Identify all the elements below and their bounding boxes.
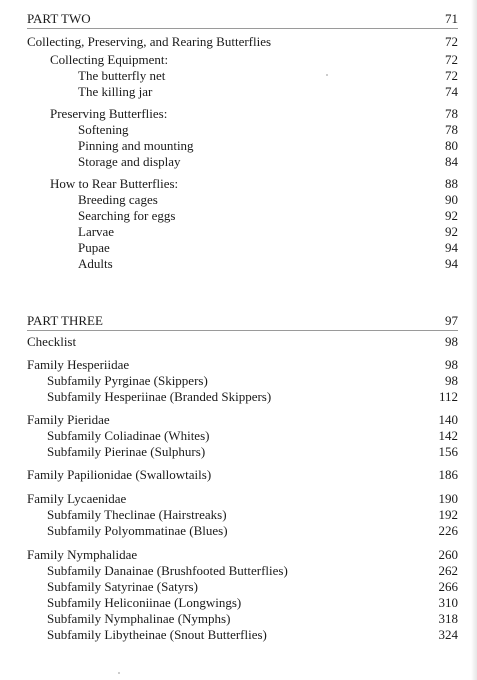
toc-entry-subfamily: [0, 579, 458, 595]
toc-entry-page-number: 192: [438, 507, 458, 522]
toc-entry-page-number: 78: [445, 122, 458, 137]
toc-entry-title: The killing jar: [78, 84, 153, 99]
toc-entry-section: [0, 106, 458, 122]
toc-entry-subsection: [0, 84, 458, 100]
toc-entry-page-number: 94: [445, 256, 458, 271]
page-edge-shadow: [471, 0, 477, 680]
toc-entry-subfamily: [0, 389, 458, 405]
toc-entry-title: Family Pieridae: [27, 412, 110, 427]
toc-entry-title: Adults: [78, 256, 113, 271]
toc-entry-page-number: 74: [445, 84, 458, 99]
toc-entry-title: Preserving Butterflies:: [50, 106, 168, 121]
toc-entry-chapter: [0, 34, 458, 50]
toc-entry-subfamily: [0, 523, 458, 539]
toc-entry-title: Larvae: [78, 224, 115, 239]
toc-entry-subsection: [0, 192, 458, 208]
toc-entry-page-number: 98: [445, 373, 458, 388]
toc-entry-title: Storage and display: [78, 154, 181, 169]
toc-entry-page-number: 262: [438, 563, 458, 578]
toc-entry-page-number: 140: [438, 412, 458, 427]
toc-entry-page-number: 97: [445, 313, 458, 328]
toc-entry-subfamily: [0, 444, 458, 460]
toc-entry-page-number: 78: [445, 106, 458, 121]
toc-entry-page-number: 92: [445, 224, 458, 239]
toc-entry-title: Subfamily Nymphalinae (Nymphs): [47, 611, 231, 626]
toc-entry-title: Subfamily Heliconiinae (Longwings): [47, 595, 242, 610]
toc-entry-page-number: 226: [438, 523, 458, 538]
toc-entry-title: Collecting, Preserving, and Rearing Butterflies: [27, 34, 272, 49]
toc-entry-page-number: 260: [438, 547, 458, 562]
toc-entry-subfamily: [0, 627, 458, 643]
toc-entry-title: PART THREE: [27, 313, 103, 328]
section-divider: [27, 330, 458, 331]
toc-entry-page-number: 72: [445, 68, 458, 83]
toc-entry-section: [0, 52, 458, 68]
toc-entry-family: [0, 467, 458, 483]
toc-entry-title: Family Papilionidae (Swallowtails): [27, 467, 212, 482]
toc-entry-title: Subfamily Pierinae (Sulphurs): [47, 444, 206, 459]
toc-entry-page-number: 186: [438, 467, 458, 482]
toc-entry-title: How to Rear Butterflies:: [50, 176, 179, 191]
toc-entry-page-number: 324: [438, 627, 458, 642]
toc-entry-page-number: 98: [445, 334, 458, 349]
toc-entry-page-number: 266: [438, 579, 458, 594]
toc-entry-page-number: 88: [445, 176, 458, 191]
toc-entry-subfamily: [0, 373, 458, 389]
toc-entry-title: Subfamily Hesperiinae (Branded Skippers): [47, 389, 272, 404]
toc-entry-family: [0, 547, 458, 563]
toc-entry-page-number: 98: [445, 357, 458, 372]
paper-speck: [326, 74, 328, 76]
toc-entry-subsection: [0, 138, 458, 154]
toc-entry-page-number: 90: [445, 192, 458, 207]
toc-entry-subfamily: [0, 563, 458, 579]
toc-entry-title: Family Lycaenidae: [27, 491, 127, 506]
toc-entry-title: Subfamily Libytheinae (Snout Butterflies): [47, 627, 267, 642]
toc-entry-part-heading: [0, 11, 458, 27]
toc-entry-title: Checklist: [27, 334, 77, 349]
toc-entry-page-number: 92: [445, 208, 458, 223]
toc-entry-title: Subfamily Pyrginae (Skippers): [47, 373, 208, 388]
toc-entry-title: Subfamily Coliadinae (Whites): [47, 428, 210, 443]
toc-entry-subfamily: [0, 611, 458, 627]
toc-entry-title: Family Nymphalidae: [27, 547, 138, 562]
toc-entry-page-number: 190: [438, 491, 458, 506]
toc-entry-page-number: 142: [438, 428, 458, 443]
toc-entry-subfamily: [0, 595, 458, 611]
toc-entry-subfamily: [0, 507, 458, 523]
toc-entry-title: Collecting Equipment:: [50, 52, 169, 67]
toc-entry-page-number: 84: [445, 154, 458, 169]
toc-entry-part-heading: [0, 313, 458, 329]
toc-entry-title: Family Hesperiidae: [27, 357, 130, 372]
toc-entry-family: [0, 491, 458, 507]
toc-entry-page-number: 80: [445, 138, 458, 153]
toc-entry-title: Subfamily Satyrinae (Satyrs): [47, 579, 198, 594]
toc-entry-subsection: [0, 224, 458, 240]
toc-entry-subsection: [0, 256, 458, 272]
toc-entry-title: Softening: [78, 122, 129, 137]
toc-entry-title: Pupae: [78, 240, 110, 255]
toc-entry-page-number: 156: [438, 444, 458, 459]
toc-entry-subsection: [0, 208, 458, 224]
toc-entry-subsection: [0, 68, 458, 84]
toc-entry-subsection: [0, 122, 458, 138]
paper-speck: [118, 672, 120, 674]
toc-entry-title: Searching for eggs: [78, 208, 176, 223]
toc-entry-page-number: 72: [445, 34, 458, 49]
toc-entry-page-number: 318: [438, 611, 458, 626]
toc-entry-family: [0, 357, 458, 373]
toc-entry-page-number: 72: [445, 52, 458, 67]
toc-entry-title: Breeding cages: [78, 192, 158, 207]
toc-entry-title: Subfamily Danainae (Brushfooted Butterflies): [47, 563, 288, 578]
toc-entry-family: [0, 412, 458, 428]
toc-entry-subsection: [0, 240, 458, 256]
toc-entry-title: The butterfly net: [78, 68, 166, 83]
toc-entry-page-number: 94: [445, 240, 458, 255]
toc-entry-title: PART TWO: [27, 11, 91, 26]
toc-entry-chapter: [0, 334, 458, 350]
toc-entry-title: Subfamily Theclinae (Hairstreaks): [47, 507, 227, 522]
toc-entry-page-number: 112: [438, 389, 458, 404]
toc-entry-page-number: 310: [438, 595, 458, 610]
toc-entry-title: Pinning and mounting: [78, 138, 194, 153]
toc-entry-subsection: [0, 154, 458, 170]
section-divider: [27, 28, 458, 29]
toc-entry-section: [0, 176, 458, 192]
toc-entry-subfamily: [0, 428, 458, 444]
toc-entry-page-number: 71: [445, 11, 458, 26]
toc-entry-title: Subfamily Polyommatinae (Blues): [47, 523, 228, 538]
